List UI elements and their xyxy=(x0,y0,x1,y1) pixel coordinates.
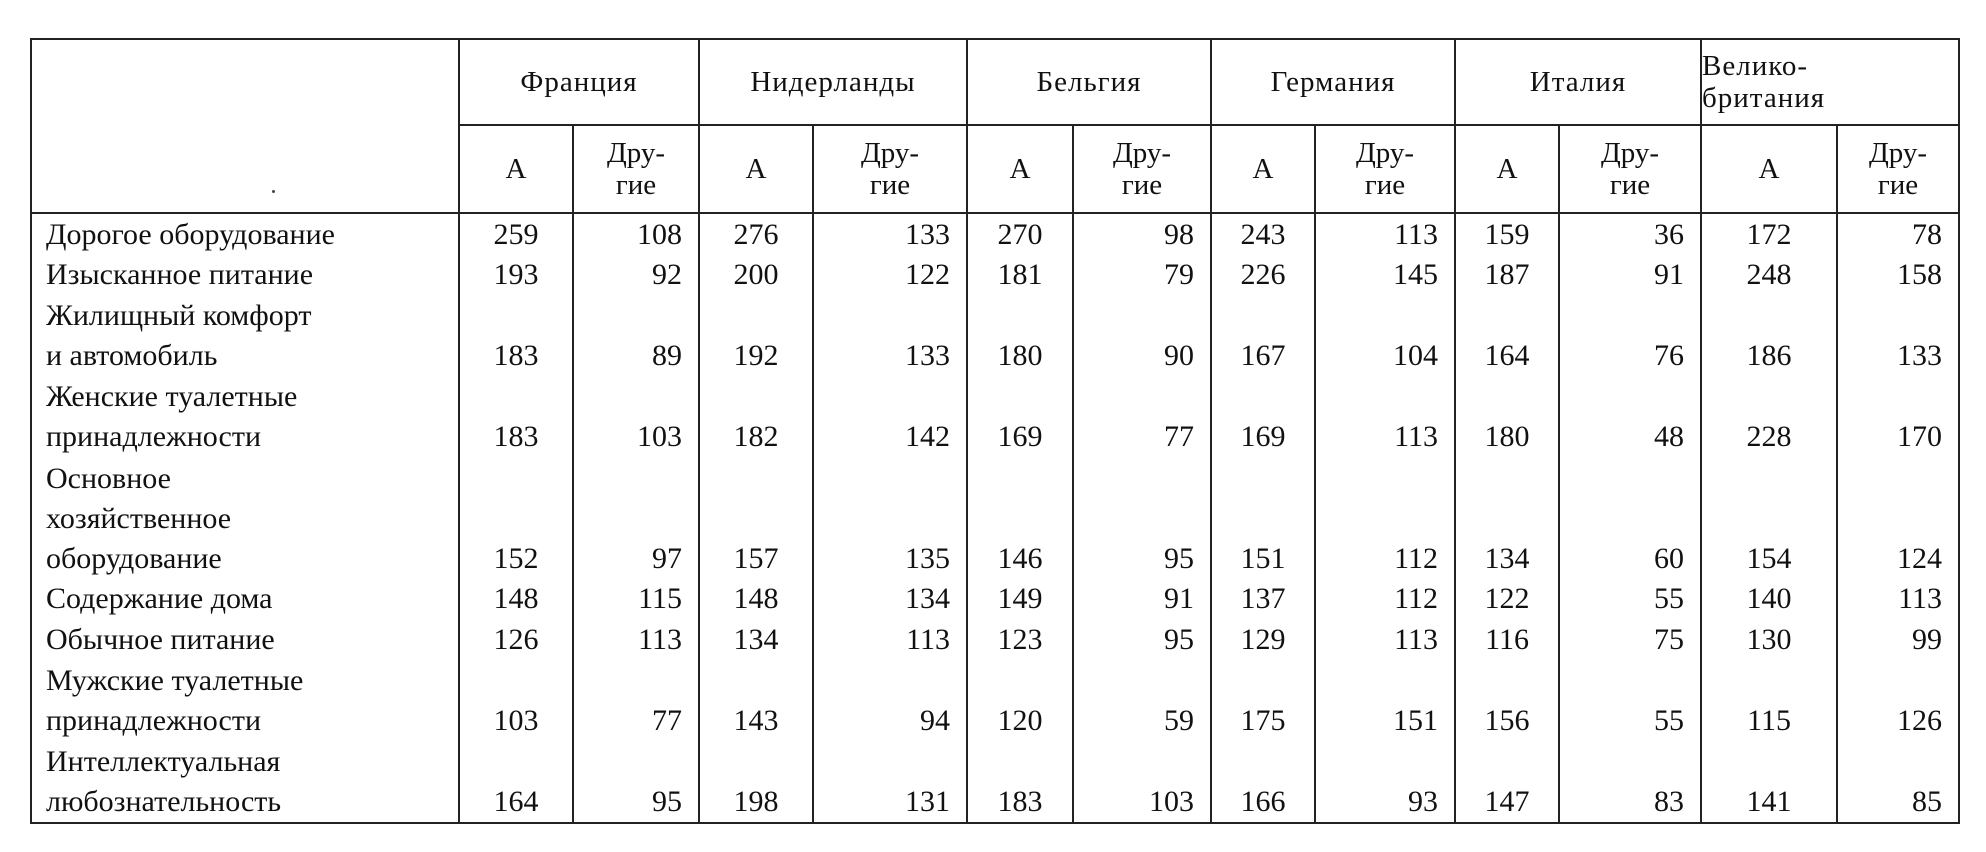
value-other: 115 xyxy=(573,579,699,620)
value-other: 112 xyxy=(1315,457,1455,579)
value-other: 122 xyxy=(813,255,967,296)
value-other: 59 xyxy=(1073,660,1211,741)
country-header: Италия xyxy=(1455,39,1701,125)
value-a: 182 xyxy=(699,376,813,457)
value-a: 183 xyxy=(459,376,573,457)
value-other: 131 xyxy=(813,741,967,823)
value-a: 134 xyxy=(1455,457,1559,579)
table-row xyxy=(31,741,1959,823)
subheader-a: А xyxy=(459,125,573,213)
row-label: Изысканное питание xyxy=(31,255,459,296)
row-label: Дорогое оборудование xyxy=(31,213,459,255)
country-header: Велико- британия xyxy=(1701,39,1959,125)
value-a: 172 xyxy=(1701,213,1837,255)
subheader-a: А xyxy=(967,125,1073,213)
country-header: Нидерланды xyxy=(699,39,967,125)
table-row xyxy=(31,213,1959,255)
table-body xyxy=(31,213,1959,823)
value-a: 187 xyxy=(1455,255,1559,296)
value-a: 115 xyxy=(1701,660,1837,741)
value-other: 135 xyxy=(813,457,967,579)
value-a: 140 xyxy=(1701,579,1837,620)
country-header: Германия xyxy=(1211,39,1455,125)
value-other: 113 xyxy=(1837,579,1959,620)
value-other: 113 xyxy=(573,619,699,660)
table-row xyxy=(31,457,1959,579)
value-other: 83 xyxy=(1559,741,1701,823)
row-label: Содержание дома xyxy=(31,579,459,620)
value-other: 145 xyxy=(1315,255,1455,296)
value-other: 89 xyxy=(573,295,699,376)
value-other: 77 xyxy=(573,660,699,741)
row-label: Основное хозяйственное оборудование xyxy=(31,457,459,579)
value-a: 129 xyxy=(1211,619,1315,660)
row-label: Жилищный комфорт и автомобиль xyxy=(31,295,459,376)
value-other: 36 xyxy=(1559,213,1701,255)
country-header: Бельгия xyxy=(967,39,1211,125)
value-a: 181 xyxy=(967,255,1073,296)
value-a: 183 xyxy=(459,295,573,376)
value-other: 76 xyxy=(1559,295,1701,376)
value-a: 149 xyxy=(967,579,1073,620)
value-a: 157 xyxy=(699,457,813,579)
value-other: 113 xyxy=(1315,619,1455,660)
subheader-other: Дру- гие xyxy=(1559,125,1701,213)
value-a: 167 xyxy=(1211,295,1315,376)
value-a: 152 xyxy=(459,457,573,579)
value-other: 113 xyxy=(813,619,967,660)
subheader-a: А xyxy=(699,125,813,213)
subheader-other: Дру- гие xyxy=(1837,125,1959,213)
value-a: 183 xyxy=(967,741,1073,823)
value-other: 97 xyxy=(573,457,699,579)
value-other: 60 xyxy=(1559,457,1701,579)
value-a: 276 xyxy=(699,213,813,255)
value-a: 143 xyxy=(699,660,813,741)
row-label: Интеллектуальная любознательность xyxy=(31,741,459,823)
value-other: 91 xyxy=(1073,579,1211,620)
value-other: 126 xyxy=(1837,660,1959,741)
table-header xyxy=(31,39,1959,213)
value-a: 126 xyxy=(459,619,573,660)
data-table xyxy=(30,38,1960,824)
value-other: 91 xyxy=(1559,255,1701,296)
row-label: Женские туалетные принадлежности xyxy=(31,376,459,457)
value-other: 113 xyxy=(1315,213,1455,255)
decorative-dot xyxy=(272,190,275,193)
value-a: 180 xyxy=(967,295,1073,376)
value-other: 94 xyxy=(813,660,967,741)
value-a: 248 xyxy=(1701,255,1837,296)
value-other: 99 xyxy=(1837,619,1959,660)
value-other: 113 xyxy=(1315,376,1455,457)
value-a: 137 xyxy=(1211,579,1315,620)
value-a: 180 xyxy=(1455,376,1559,457)
value-a: 123 xyxy=(967,619,1073,660)
value-a: 147 xyxy=(1455,741,1559,823)
value-a: 122 xyxy=(1455,579,1559,620)
subheader-a: А xyxy=(1455,125,1559,213)
value-a: 228 xyxy=(1701,376,1837,457)
value-other: 75 xyxy=(1559,619,1701,660)
value-a: 270 xyxy=(967,213,1073,255)
value-other: 133 xyxy=(1837,295,1959,376)
row-label: Обычное питание xyxy=(31,619,459,660)
value-a: 154 xyxy=(1701,457,1837,579)
value-other: 134 xyxy=(813,579,967,620)
value-a: 164 xyxy=(1455,295,1559,376)
header-corner-cell xyxy=(31,39,459,213)
value-other: 92 xyxy=(573,255,699,296)
value-a: 146 xyxy=(967,457,1073,579)
value-a: 148 xyxy=(699,579,813,620)
table-row xyxy=(31,376,1959,457)
value-a: 103 xyxy=(459,660,573,741)
value-other: 151 xyxy=(1315,660,1455,741)
value-a: 243 xyxy=(1211,213,1315,255)
value-a: 169 xyxy=(967,376,1073,457)
value-other: 93 xyxy=(1315,741,1455,823)
value-a: 175 xyxy=(1211,660,1315,741)
value-other: 95 xyxy=(573,741,699,823)
value-other: 103 xyxy=(573,376,699,457)
value-other: 78 xyxy=(1837,213,1959,255)
subheader-other: Дру- гие xyxy=(813,125,967,213)
value-other: 133 xyxy=(813,213,967,255)
value-a: 156 xyxy=(1455,660,1559,741)
subheader-other: Дру- гие xyxy=(1315,125,1455,213)
value-other: 133 xyxy=(813,295,967,376)
table-row xyxy=(31,255,1959,296)
value-a: 141 xyxy=(1701,741,1837,823)
value-a: 226 xyxy=(1211,255,1315,296)
subheader-a: А xyxy=(1701,125,1837,213)
value-a: 134 xyxy=(699,619,813,660)
value-other: 48 xyxy=(1559,376,1701,457)
value-a: 166 xyxy=(1211,741,1315,823)
value-a: 198 xyxy=(699,741,813,823)
value-a: 193 xyxy=(459,255,573,296)
value-other: 158 xyxy=(1837,255,1959,296)
value-a: 151 xyxy=(1211,457,1315,579)
value-a: 130 xyxy=(1701,619,1837,660)
value-a: 200 xyxy=(699,255,813,296)
value-other: 142 xyxy=(813,376,967,457)
value-other: 55 xyxy=(1559,660,1701,741)
value-other: 79 xyxy=(1073,255,1211,296)
value-a: 116 xyxy=(1455,619,1559,660)
value-a: 259 xyxy=(459,213,573,255)
value-a: 164 xyxy=(459,741,573,823)
value-other: 112 xyxy=(1315,579,1455,620)
value-other: 124 xyxy=(1837,457,1959,579)
value-other: 90 xyxy=(1073,295,1211,376)
value-other: 98 xyxy=(1073,213,1211,255)
value-other: 95 xyxy=(1073,457,1211,579)
value-other: 77 xyxy=(1073,376,1211,457)
value-a: 148 xyxy=(459,579,573,620)
value-other: 85 xyxy=(1837,741,1959,823)
table-row xyxy=(31,579,1959,620)
subheader-other: Дру- гие xyxy=(1073,125,1211,213)
value-other: 170 xyxy=(1837,376,1959,457)
value-other: 55 xyxy=(1559,579,1701,620)
value-other: 104 xyxy=(1315,295,1455,376)
country-header: Франция xyxy=(459,39,699,125)
subheader-a: А xyxy=(1211,125,1315,213)
value-a: 192 xyxy=(699,295,813,376)
table-row xyxy=(31,660,1959,741)
value-other: 103 xyxy=(1073,741,1211,823)
subheader-other: Дру- гие xyxy=(573,125,699,213)
row-label: Мужские туалетные принадлежности xyxy=(31,660,459,741)
table-row xyxy=(31,619,1959,660)
value-other: 95 xyxy=(1073,619,1211,660)
value-a: 186 xyxy=(1701,295,1837,376)
value-other: 108 xyxy=(573,213,699,255)
value-a: 169 xyxy=(1211,376,1315,457)
value-a: 159 xyxy=(1455,213,1559,255)
value-a: 120 xyxy=(967,660,1073,741)
table-row xyxy=(31,295,1959,376)
